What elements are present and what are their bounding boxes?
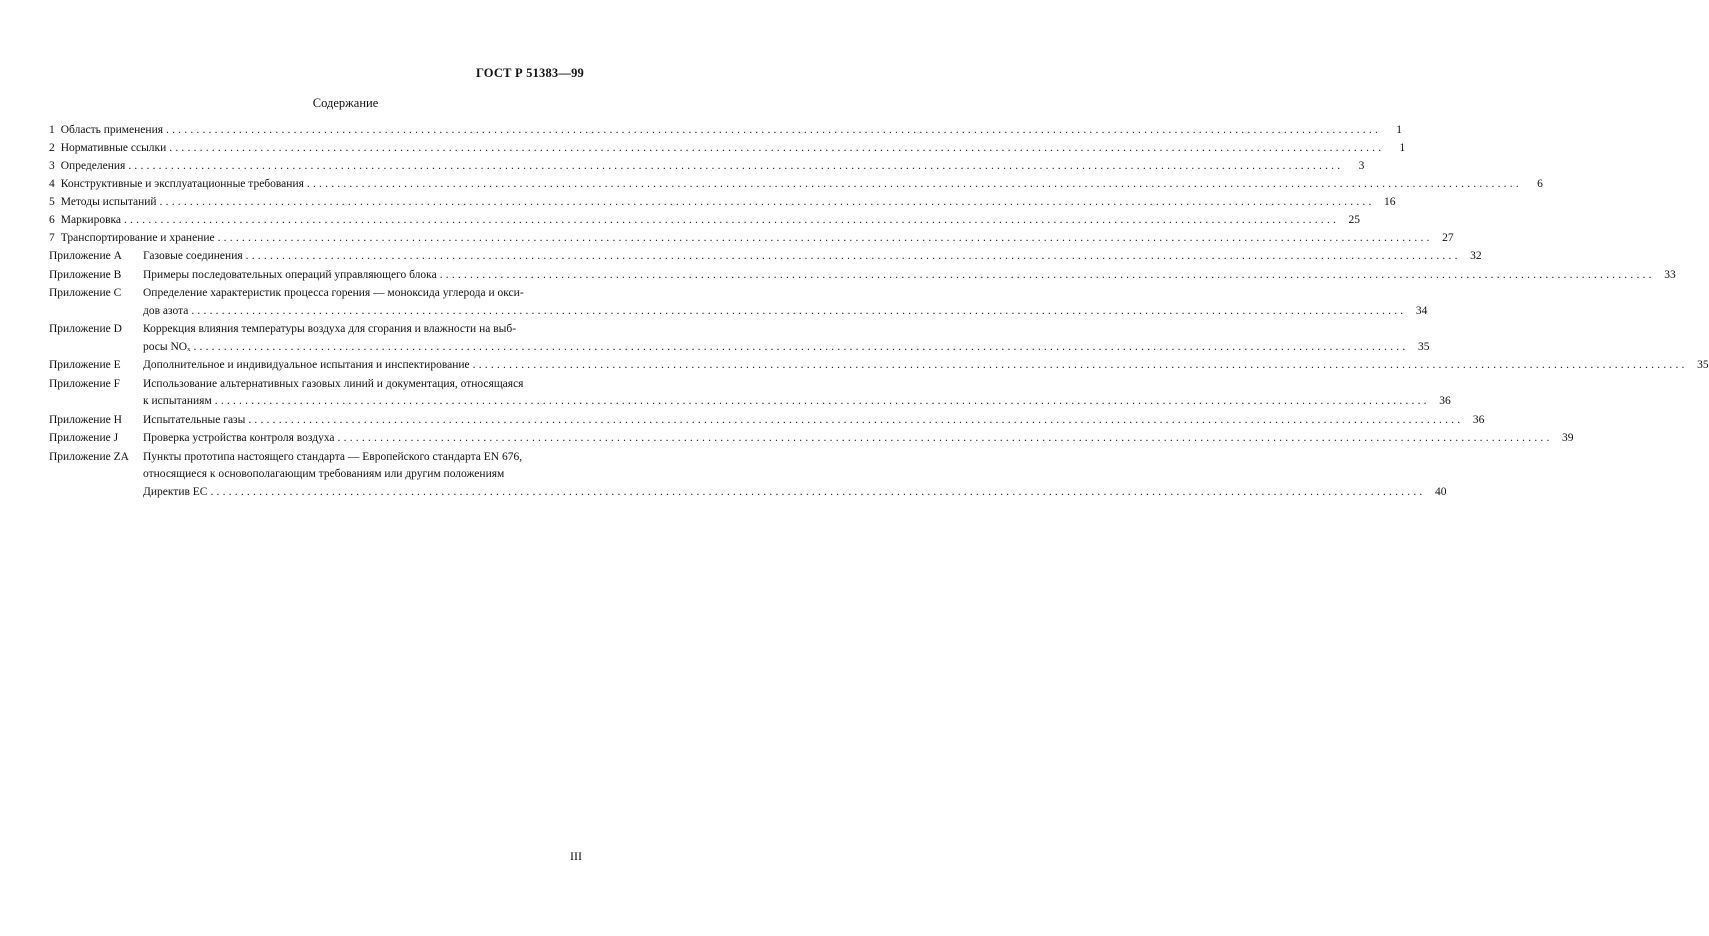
toc-entry-title-line: относящиеся к основополагающим требованиям или другим положениям xyxy=(143,468,505,480)
dot-leader: ........................................................................................................................................................................................................ xyxy=(472,359,1688,371)
dot-leader: ........................................................................................................................................................................................................ xyxy=(306,178,1522,190)
toc-entry-section-6[interactable] xyxy=(49,212,1361,230)
toc-annex-label: Приложение J xyxy=(49,432,119,444)
toc-entry-page: 16 xyxy=(1384,196,1396,208)
dot-leader: ........................................................................................................................................................................................................ xyxy=(128,160,1344,172)
toc-entry-page: 32 xyxy=(1470,250,1482,262)
toc-entry-title: Транспортирование и хранение xyxy=(60,232,215,244)
toc-annex-label: Приложение D xyxy=(49,323,122,335)
toc-entry-page: 33 xyxy=(1664,268,1676,281)
toc-entry-annex-h[interactable] xyxy=(49,412,1485,430)
dot-leader: ........................................................................................................................................................................................................ xyxy=(124,214,1340,226)
dot-leader: ........................................................................................................................................................................................................ xyxy=(337,432,1553,444)
toc-annex-label: Приложение H xyxy=(49,413,122,426)
toc-annex-label: Приложение F xyxy=(49,377,120,390)
toc-entry-title: Проверка устройства контроля воздуха xyxy=(143,432,335,444)
toc-entry-title: Примеры последовательных операций управляющего блока xyxy=(143,268,437,281)
toc-entry-page: 1 xyxy=(1396,124,1403,136)
table-of-contents xyxy=(49,122,1709,502)
dot-leader: ........................................................................................................................................................................................................ xyxy=(245,250,1461,262)
toc-entry-title: к испытаниям xyxy=(143,395,212,407)
dot-leader: ........................................................................................................................................................................................................ xyxy=(191,304,1407,317)
toc-entry-section-3[interactable] xyxy=(49,158,1365,176)
toc-entry-title: Область применения xyxy=(60,124,164,136)
toc-entry-title: Испытательные газы xyxy=(143,413,246,426)
toc-entry-section-5[interactable] xyxy=(49,194,1396,212)
toc-entry-section-2[interactable] xyxy=(49,140,1406,158)
toc-entry-number: 5 xyxy=(49,196,55,208)
toc-entry-annex-za[interactable] xyxy=(49,449,1447,502)
dot-leader: ........................................................................................................................................................................................................ xyxy=(439,268,1655,281)
toc-entry-title: Маркировка xyxy=(60,214,122,226)
toc-entry-section-7[interactable] xyxy=(49,230,1454,248)
toc-entry-page: 3 xyxy=(1358,160,1365,172)
toc-entry-annex-j[interactable] xyxy=(49,430,1574,448)
toc-entry-page: 35 xyxy=(1417,340,1430,353)
toc-entry-annex-b[interactable] xyxy=(49,267,1676,285)
toc-entry-number: 2 xyxy=(49,142,55,154)
toc-entry-number: 7 xyxy=(49,232,55,244)
toc-annex-label: Приложение ZA xyxy=(49,450,129,463)
dot-leader: ........................................................................................................................................................................................................ xyxy=(248,413,1464,426)
toc-annex-label: Приложение C xyxy=(49,287,122,299)
toc-entry-section-1[interactable] xyxy=(49,122,1403,140)
toc-entry-number: 6 xyxy=(49,214,55,226)
toc-entry-page: 25 xyxy=(1348,214,1361,226)
dot-leader: ........................................................................................................................................................................................................ xyxy=(210,485,1426,498)
toc-entry-annex-f[interactable] xyxy=(49,376,1451,411)
toc-annex-label: Приложение A xyxy=(49,250,122,262)
page-number: III xyxy=(570,849,582,863)
dot-leader: ........................................................................................................................................................................................................ xyxy=(169,142,1385,154)
toc-entry-title: Конструктивные и эксплуатационные требования xyxy=(60,178,304,190)
toc-entry-annex-e[interactable] xyxy=(49,357,1709,375)
toc-entry-title: Определения xyxy=(60,160,126,172)
toc-entry-title: Дополнительное и индивидуальное испытания и инспектирование xyxy=(143,359,470,371)
toc-annex-label: Приложение E xyxy=(49,359,121,371)
toc-entry-title-line: Коррекция влияния температуры воздуха для сгорания и влажности на выб- xyxy=(143,323,517,335)
toc-entry-page: 1 xyxy=(1399,142,1406,154)
toc-entry-title: дов азота xyxy=(143,304,189,317)
toc-entry-number: 3 xyxy=(49,160,55,172)
toc-entry-title-line: Использование альтернативных газовых линий и документация, относящаяся xyxy=(143,377,524,390)
toc-entry-title: росы NOₓ xyxy=(143,340,191,353)
toc-entry-page: 35 xyxy=(1697,359,1709,371)
toc-annex-label: Приложение B xyxy=(49,268,122,281)
dot-leader: ........................................................................................................................................................................................................ xyxy=(214,395,1430,407)
toc-entry-number: 1 xyxy=(49,124,55,136)
dot-leader: ........................................................................................................................................................................................................ xyxy=(159,196,1375,208)
document-code: ГОСТ Р 51383—99 xyxy=(475,66,584,80)
toc-entry-title-line: Пункты прототипа настоящего стандарта — Европейского стандарта EN 676, xyxy=(143,450,523,463)
dot-leader: ........................................................................................................................................................................................................ xyxy=(166,124,1382,136)
toc-entry-page: 27 xyxy=(1442,232,1454,244)
toc-entry-annex-c[interactable] xyxy=(49,285,1428,320)
toc-entry-page: 36 xyxy=(1439,395,1451,407)
toc-entry-annex-d[interactable] xyxy=(49,321,1430,356)
toc-entry-title-line: Определение характеристик процесса горения — моноксида углерода и окси- xyxy=(143,287,524,299)
toc-entry-page: 6 xyxy=(1537,178,1543,190)
toc-entry-title: Директив ЕС xyxy=(143,485,208,498)
toc-entry-page: 36 xyxy=(1472,413,1485,426)
toc-entry-page: 40 xyxy=(1434,485,1447,498)
dot-leader: ........................................................................................................................................................................................................ xyxy=(217,232,1433,244)
toc-entry-title: Нормативные ссылки xyxy=(60,142,167,154)
toc-entry-number: 4 xyxy=(49,178,55,190)
toc-entry-title: Газовые соединения xyxy=(143,250,243,262)
toc-entry-section-4[interactable] xyxy=(49,176,1543,194)
toc-entry-annex-a[interactable] xyxy=(49,248,1482,266)
toc-title: Содержание xyxy=(312,96,379,110)
dot-leader: ........................................................................................................................................................................................................ xyxy=(193,340,1409,353)
toc-entry-page: 34 xyxy=(1415,304,1428,317)
toc-entry-page: 39 xyxy=(1562,432,1574,444)
toc-entry-title: Методы испытаний xyxy=(60,196,157,208)
